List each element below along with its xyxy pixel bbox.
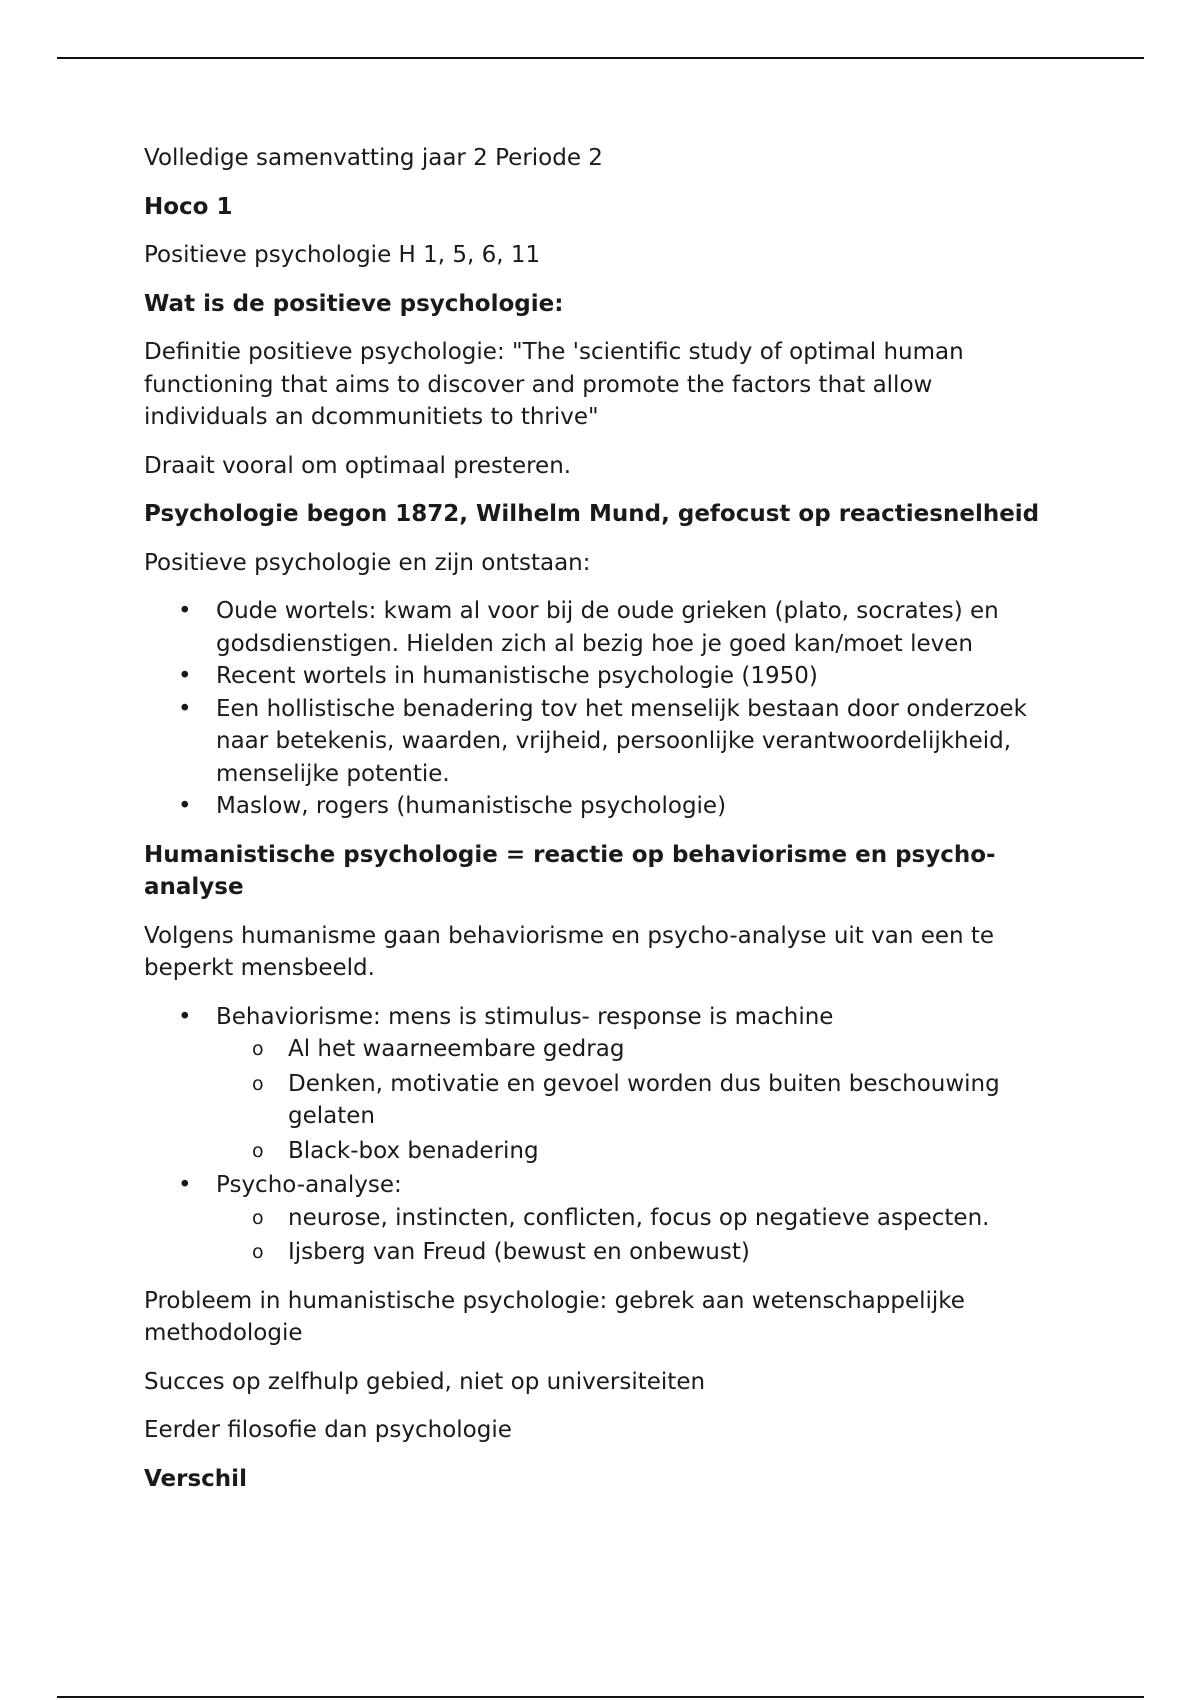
list-item: • Maslow, rogers (humanistische psychologie) xyxy=(216,790,1044,823)
footer-rule xyxy=(57,1696,1144,1698)
behaviorism-sublist xyxy=(216,1033,1044,1167)
chapters-line: Positieve psychologie H 1, 5, 6, 11 xyxy=(144,242,541,268)
approach-label: Psycho-analyse: xyxy=(216,1172,402,1198)
list-item: • Recent wortels in humanistische psychologie (1950) xyxy=(216,660,1044,693)
humanism-paragraph: Volgens humanisme gaan behaviorisme en psycho-analyse uit van een te beperkt mensbeeld. xyxy=(144,922,995,981)
heading-what-is: Wat is de positieve psychologie: xyxy=(144,290,564,317)
document-title: Volledige samenvatting jaar 2 Periode 2 xyxy=(144,145,603,171)
focus-paragraph: Draait vooral om optimaal presteren. xyxy=(144,452,572,479)
sub-list-item: o Ijsberg van Freud (bewust en onbewust) xyxy=(288,1236,1044,1269)
origin-intro: Positieve psychologie en zijn ontstaan: xyxy=(144,549,591,576)
list-item: • Een hollistische benadering tov het menselijk bestaan door onderzoek naar betekenis, waarden, vrijheid, persoonlijke verantwoordelijkheid, menselijke potentie. xyxy=(216,693,1044,791)
list-item: • Oude wortels: kwam al voor bij de oude grieken (plato, socrates) en godsdienstigen. Hielden zich al bezig hoe je goed kan/moet leven xyxy=(216,595,1044,660)
approaches-list xyxy=(144,1001,1044,1269)
approach-psychoanalysis xyxy=(216,1169,1044,1269)
philosophy-paragraph: Eerder filosofie dan psychologie xyxy=(144,1417,512,1443)
sub-list-item: o neurose, instincten, conflicten, focus op negatieve aspecten. xyxy=(288,1202,1044,1235)
heading-history: Psychologie begon 1872, Wilhelm Mund, gefocust op reactiesnelheid xyxy=(144,501,1040,527)
heading-hoco: Hoco 1 xyxy=(144,193,233,220)
sub-list-item: o Denken, motivatie en gevoel worden dus buiten beschouwing gelaten xyxy=(288,1068,1044,1133)
header-rule xyxy=(57,57,1144,59)
heading-humanistic: Humanistische psychologie = reactie op behaviorisme en psycho-analyse xyxy=(144,841,996,900)
psychoanalysis-sublist xyxy=(216,1202,1044,1269)
approach-label: Behaviorisme: mens is stimulus- response is machine xyxy=(216,1003,834,1030)
success-paragraph: Succes op zelfhulp gebied, niet op universiteiten xyxy=(144,1368,706,1395)
heading-difference: Verschil xyxy=(144,1465,247,1492)
document-body xyxy=(144,142,1044,1511)
approach-behaviorism xyxy=(216,1001,1044,1168)
definition-paragraph: Definitie positieve psychologie: "The 'scientific study of optimal human functioning that aims to discover and promote the factors that allow individuals an dcommunitiets to thrive" xyxy=(144,339,964,430)
problem-paragraph: Probleem in humanistische psychologie: gebrek aan wetenschappelijke methodologie xyxy=(144,1287,965,1346)
sub-list-item: o Black-box benadering xyxy=(288,1135,1044,1168)
origin-list xyxy=(144,595,1044,823)
sub-list-item: o Al het waarneembare gedrag xyxy=(288,1033,1044,1066)
